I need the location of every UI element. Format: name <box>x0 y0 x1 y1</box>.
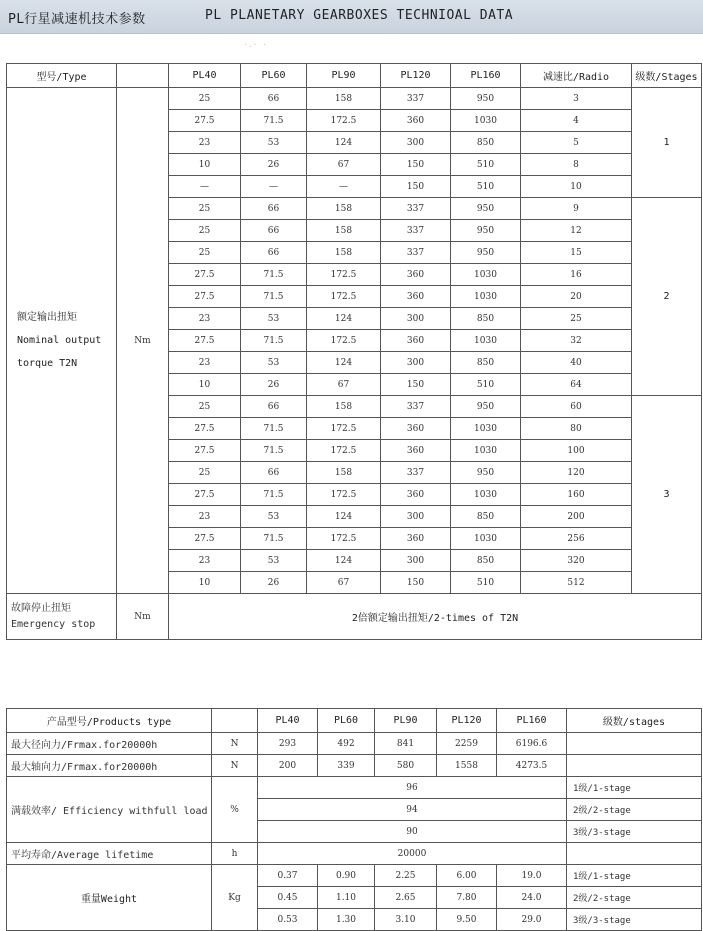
torque-cell: 27.5 <box>169 264 241 286</box>
efficiency-unit: % <box>212 777 258 843</box>
model-header: PL120 <box>437 709 497 733</box>
weight-stage: 3级/3-stage <box>567 909 702 931</box>
weight-row <box>7 865 702 887</box>
torque-cell: 71.5 <box>241 110 307 132</box>
torque-cell: 26 <box>241 572 307 594</box>
axial-force-row <box>7 755 702 777</box>
axial-value: 200 <box>258 755 318 777</box>
model-header: PL60 <box>318 709 375 733</box>
weight-value: 9.50 <box>437 909 497 931</box>
ratio-cell: 9 <box>521 198 632 220</box>
radial-value: 841 <box>375 733 437 755</box>
torque-cell: 150 <box>381 374 451 396</box>
weight-unit: Kg <box>212 865 258 931</box>
ratio-cell: 16 <box>521 264 632 286</box>
ratio-cell: 80 <box>521 418 632 440</box>
ratio-cell: 5 <box>521 132 632 154</box>
torque-cell: 1030 <box>451 418 521 440</box>
title-cn: PL行星减速机技术参数 <box>8 12 146 27</box>
weight-stage: 1级/1-stage <box>567 865 702 887</box>
ratio-header: 减速比/Radio <box>521 64 632 88</box>
torque-cell: 1030 <box>451 286 521 308</box>
torque-cell: 66 <box>241 462 307 484</box>
stage-cell: 1 <box>632 88 702 198</box>
torque-cell: 124 <box>307 352 381 374</box>
torque-cell: 360 <box>381 264 451 286</box>
weight-value: 0.90 <box>318 865 375 887</box>
emergency-stop-row <box>7 594 702 640</box>
torque-cell: 850 <box>451 550 521 572</box>
stage-cell: 2 <box>632 198 702 396</box>
torque-cell: 150 <box>381 572 451 594</box>
ratio-cell: 64 <box>521 374 632 396</box>
axial-value: 580 <box>375 755 437 777</box>
torque-cell: 23 <box>169 506 241 528</box>
torque-cell: 850 <box>451 132 521 154</box>
weight-value: 0.45 <box>258 887 318 909</box>
torque-cell: 23 <box>169 132 241 154</box>
torque-cell: 950 <box>451 220 521 242</box>
torque-cell: 150 <box>381 176 451 198</box>
torque-cell: 27.5 <box>169 484 241 506</box>
torque-cell: 53 <box>241 132 307 154</box>
torque-cell: 300 <box>381 550 451 572</box>
torque-cell: 27.5 <box>169 110 241 132</box>
weight-value: 2.65 <box>375 887 437 909</box>
ratio-cell: 10 <box>521 176 632 198</box>
weight-value: 0.37 <box>258 865 318 887</box>
radial-value: 492 <box>318 733 375 755</box>
torque-cell: 53 <box>241 308 307 330</box>
torque-cell: 67 <box>307 572 381 594</box>
weight-label: 重量Weight <box>7 865 212 931</box>
torque-cell: 1030 <box>451 110 521 132</box>
torque-cell: 27.5 <box>169 418 241 440</box>
efficiency-value: 94 <box>258 799 567 821</box>
torque-cell: 66 <box>241 220 307 242</box>
ratio-cell: 15 <box>521 242 632 264</box>
torque-cell: — <box>241 176 307 198</box>
efficiency-stage: 1级/1-stage <box>567 777 702 799</box>
model-header: PL120 <box>381 64 451 88</box>
efficiency-value: 90 <box>258 821 567 843</box>
efficiency-value: 96 <box>258 777 567 799</box>
torque-label-line: 额定输出扭矩 <box>17 312 77 323</box>
ratio-cell: 256 <box>521 528 632 550</box>
torque-cell: 172.5 <box>307 418 381 440</box>
torque-cell: 172.5 <box>307 110 381 132</box>
emergency-label-line: 故障停止扭矩 <box>11 602 71 614</box>
torque-cell: — <box>169 176 241 198</box>
torque-cell: 67 <box>307 154 381 176</box>
stages-header: 级数/Stages <box>632 64 702 88</box>
ratio-cell: 3 <box>521 88 632 110</box>
torque-cell: 510 <box>451 572 521 594</box>
torque-cell: 172.5 <box>307 330 381 352</box>
title-en: PL PLANETARY GEARBOXES TECHNIOAL DATA <box>205 8 514 23</box>
torque-cell: 360 <box>381 484 451 506</box>
torque-cell: 71.5 <box>241 286 307 308</box>
weight-value: 3.10 <box>375 909 437 931</box>
lifetime-label: 平均寿命/Average lifetime <box>7 843 212 865</box>
axial-force-label: 最大轴向力/Frmax.for20000h <box>7 755 212 777</box>
torque-cell: 950 <box>451 242 521 264</box>
torque-cell: 23 <box>169 308 241 330</box>
torque-cell: 510 <box>451 176 521 198</box>
torque-cell: 300 <box>381 132 451 154</box>
emergency-value: 2倍额定输出扭矩/2-times of T2N <box>169 594 702 640</box>
torque-cell: 25 <box>169 198 241 220</box>
nominal-torque-label <box>7 88 117 594</box>
unit-header <box>212 709 258 733</box>
model-header: PL160 <box>451 64 521 88</box>
torque-cell: 1030 <box>451 330 521 352</box>
title-banner <box>0 0 703 34</box>
header-row <box>7 64 702 88</box>
torque-cell: 23 <box>169 352 241 374</box>
torque-cell: 27.5 <box>169 528 241 550</box>
torque-cell: 150 <box>381 154 451 176</box>
torque-cell: 10 <box>169 374 241 396</box>
stamp-mark: ·.· · <box>243 40 268 49</box>
specs-table <box>6 708 702 931</box>
torque-cell: 172.5 <box>307 286 381 308</box>
torque-cell: 360 <box>381 418 451 440</box>
torque-cell: 360 <box>381 330 451 352</box>
torque-cell: 66 <box>241 396 307 418</box>
efficiency-label: 满载效率/ Efficiency withfull load <box>7 777 212 843</box>
torque-cell: 71.5 <box>241 330 307 352</box>
weight-value: 1.10 <box>318 887 375 909</box>
torque-cell: 71.5 <box>241 440 307 462</box>
radial-stage <box>567 733 702 755</box>
torque-cell: 337 <box>381 88 451 110</box>
torque-cell: 25 <box>169 88 241 110</box>
torque-cell: 124 <box>307 506 381 528</box>
torque-cell: 1030 <box>451 528 521 550</box>
torque-cell: 300 <box>381 506 451 528</box>
torque-cell: 25 <box>169 462 241 484</box>
torque-cell: 300 <box>381 352 451 374</box>
torque-cell: 25 <box>169 220 241 242</box>
efficiency-stage: 2级/2-stage <box>567 799 702 821</box>
torque-cell: 337 <box>381 242 451 264</box>
torque-cell: 158 <box>307 396 381 418</box>
torque-row <box>7 88 702 110</box>
torque-label-line: Nominal output <box>17 335 102 346</box>
radial-value: 6196.6 <box>497 733 567 755</box>
emergency-unit: Nm <box>117 594 169 640</box>
torque-cell: 23 <box>169 550 241 572</box>
torque-cell: 53 <box>241 550 307 572</box>
torque-cell: 337 <box>381 198 451 220</box>
torque-cell: 510 <box>451 154 521 176</box>
torque-cell: 71.5 <box>241 484 307 506</box>
ratio-cell: 100 <box>521 440 632 462</box>
torque-cell: 53 <box>241 506 307 528</box>
axial-value: 4273.5 <box>497 755 567 777</box>
lifetime-stage <box>567 843 702 865</box>
torque-cell: 66 <box>241 88 307 110</box>
efficiency-stage: 3级/3-stage <box>567 821 702 843</box>
lifetime-value: 20000 <box>258 843 567 865</box>
ratio-cell: 20 <box>521 286 632 308</box>
torque-cell: 26 <box>241 154 307 176</box>
torque-cell: 71.5 <box>241 264 307 286</box>
type-header: 型号/Type <box>7 64 117 88</box>
ratio-cell: 12 <box>521 220 632 242</box>
model-header: PL90 <box>307 64 381 88</box>
torque-cell: 360 <box>381 528 451 550</box>
torque-cell: 850 <box>451 506 521 528</box>
weight-value: 1.30 <box>318 909 375 931</box>
axial-value: 339 <box>318 755 375 777</box>
torque-cell: 1030 <box>451 264 521 286</box>
torque-cell: 10 <box>169 572 241 594</box>
torque-cell: 850 <box>451 352 521 374</box>
torque-table <box>6 63 702 640</box>
ratio-cell: 320 <box>521 550 632 572</box>
radial-value: 2259 <box>437 733 497 755</box>
radial-force-label: 最大径向力/Frmax.for20000h <box>7 733 212 755</box>
torque-cell: 25 <box>169 242 241 264</box>
torque-cell: 950 <box>451 88 521 110</box>
axial-force-unit: N <box>212 755 258 777</box>
torque-cell: 158 <box>307 198 381 220</box>
model-header: PL160 <box>497 709 567 733</box>
torque-label-line: torque T2N <box>17 358 78 369</box>
header-row <box>7 709 702 733</box>
torque-cell: 337 <box>381 396 451 418</box>
torque-cell: 26 <box>241 374 307 396</box>
efficiency-row <box>7 777 702 799</box>
ratio-cell: 40 <box>521 352 632 374</box>
torque-cell: 950 <box>451 462 521 484</box>
torque-cell: 172.5 <box>307 440 381 462</box>
ratio-cell: 4 <box>521 110 632 132</box>
torque-cell: 360 <box>381 110 451 132</box>
torque-cell: 337 <box>381 220 451 242</box>
torque-cell: 124 <box>307 550 381 572</box>
torque-cell: 950 <box>451 198 521 220</box>
axial-value: 1558 <box>437 755 497 777</box>
product-type-header: 产品型号/Products type <box>7 709 212 733</box>
model-header: PL40 <box>258 709 318 733</box>
emergency-label-line: Emergency stop <box>11 618 96 630</box>
ratio-cell: 512 <box>521 572 632 594</box>
torque-cell: 71.5 <box>241 418 307 440</box>
torque-cell: 66 <box>241 242 307 264</box>
torque-cell: 158 <box>307 88 381 110</box>
torque-cell: 158 <box>307 220 381 242</box>
torque-cell: 360 <box>381 440 451 462</box>
torque-cell: 172.5 <box>307 484 381 506</box>
ratio-cell: 160 <box>521 484 632 506</box>
torque-cell: 53 <box>241 352 307 374</box>
weight-value: 2.25 <box>375 865 437 887</box>
weight-value: 19.0 <box>497 865 567 887</box>
torque-cell: 950 <box>451 396 521 418</box>
weight-value: 6.00 <box>437 865 497 887</box>
torque-cell: 66 <box>241 198 307 220</box>
ratio-cell: 32 <box>521 330 632 352</box>
torque-cell: 1030 <box>451 440 521 462</box>
torque-cell: 300 <box>381 308 451 330</box>
stages-header: 级数/stages <box>567 709 702 733</box>
radial-value: 293 <box>258 733 318 755</box>
radial-force-unit: N <box>212 733 258 755</box>
ratio-cell: 120 <box>521 462 632 484</box>
torque-cell: 510 <box>451 374 521 396</box>
torque-cell: 360 <box>381 286 451 308</box>
axial-stage <box>567 755 702 777</box>
torque-cell: 337 <box>381 462 451 484</box>
weight-value: 0.53 <box>258 909 318 931</box>
torque-cell: 27.5 <box>169 440 241 462</box>
weight-stage: 2级/2-stage <box>567 887 702 909</box>
weight-value: 29.0 <box>497 909 567 931</box>
torque-unit: Nm <box>117 88 169 594</box>
unit-header <box>117 64 169 88</box>
ratio-cell: 60 <box>521 396 632 418</box>
lifetime-unit: h <box>212 843 258 865</box>
torque-cell: 124 <box>307 132 381 154</box>
torque-cell: 172.5 <box>307 264 381 286</box>
torque-cell: 850 <box>451 308 521 330</box>
torque-cell: 67 <box>307 374 381 396</box>
ratio-cell: 200 <box>521 506 632 528</box>
lifetime-row <box>7 843 702 865</box>
torque-cell: — <box>307 176 381 198</box>
ratio-cell: 25 <box>521 308 632 330</box>
torque-cell: 27.5 <box>169 286 241 308</box>
torque-cell: 25 <box>169 396 241 418</box>
torque-cell: 158 <box>307 462 381 484</box>
torque-cell: 172.5 <box>307 528 381 550</box>
weight-value: 24.0 <box>497 887 567 909</box>
model-header: PL60 <box>241 64 307 88</box>
radial-force-row <box>7 733 702 755</box>
model-header: PL90 <box>375 709 437 733</box>
emergency-stop-label <box>7 594 117 640</box>
stage-cell: 3 <box>632 396 702 594</box>
torque-cell: 71.5 <box>241 528 307 550</box>
torque-cell: 27.5 <box>169 330 241 352</box>
torque-cell: 1030 <box>451 484 521 506</box>
torque-cell: 124 <box>307 308 381 330</box>
model-header: PL40 <box>169 64 241 88</box>
ratio-cell: 8 <box>521 154 632 176</box>
torque-cell: 10 <box>169 154 241 176</box>
weight-value: 7.80 <box>437 887 497 909</box>
torque-cell: 158 <box>307 242 381 264</box>
